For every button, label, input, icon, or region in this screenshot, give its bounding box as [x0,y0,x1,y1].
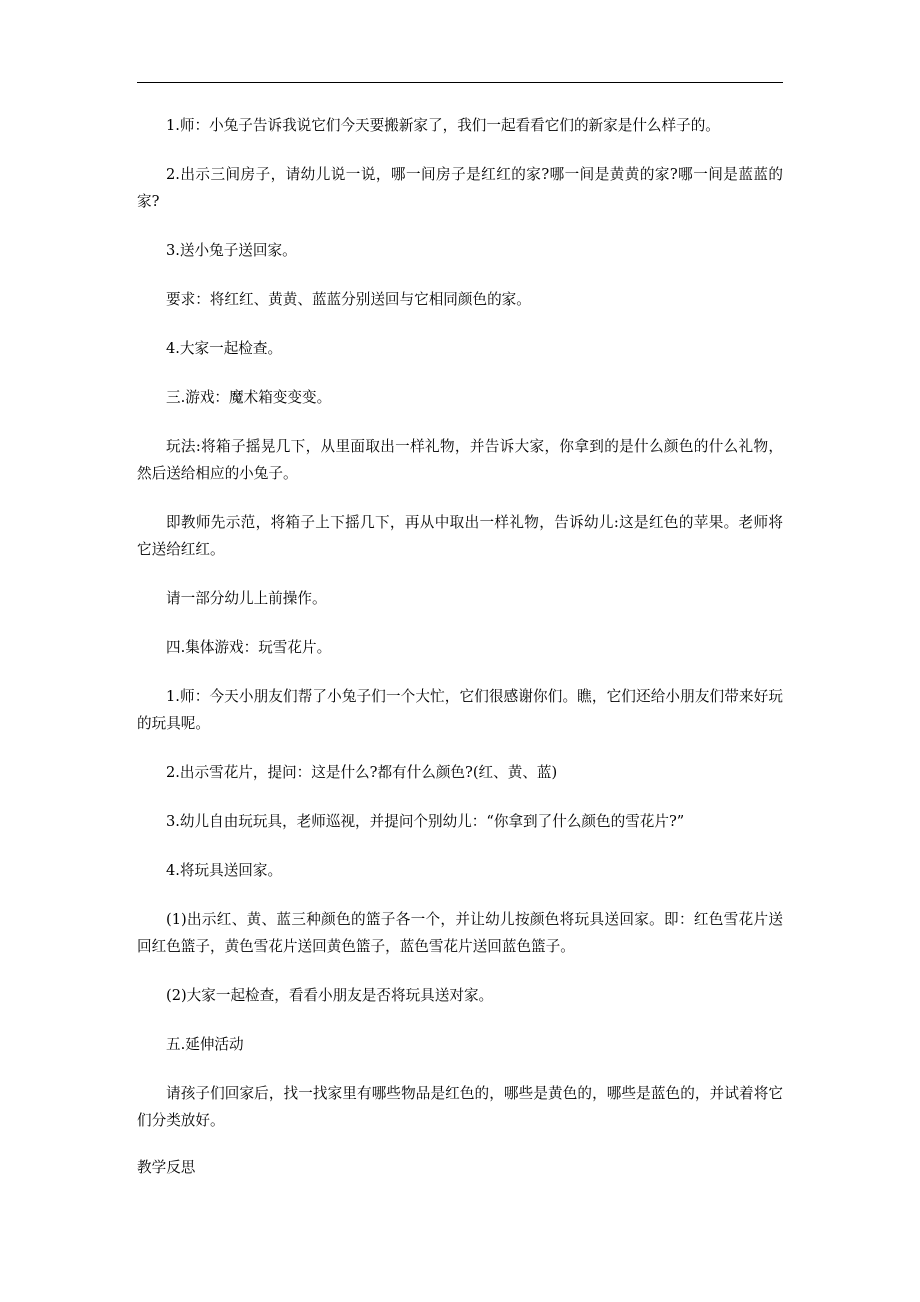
section-heading: 五.延伸活动 [166,1036,244,1053]
paragraph: 要求：将红红、黄黄、蓝蓝分别送回与它相同颜色的家。 [166,291,531,308]
paragraph: 请一部分幼儿上前操作。 [166,590,327,607]
section-heading: 四.集体游戏：玩雪花片。 [166,639,332,656]
paragraph: 3.幼儿自由玩玩具，老师巡视，并提问个别幼儿：“你拿到了什么颜色的雪花片?” [166,813,685,830]
header-rule [137,82,783,83]
paragraph: (1)出示红、黄、蓝三种颜色的篮子各一个，并让幼儿按颜色将玩具送回家。即：红色雪花片送回红色篮子，黄色雪花片送回黄色篮子，蓝色雪花片送回蓝色篮子。 [137,911,783,955]
paragraph: 玩法:将箱子摇晃几下，从里面取出一样礼物，并告诉大家，你拿到的是什么颜色的什么礼物，然后送给相应的小兔子。 [137,438,783,482]
paragraph: 即教师先示范，将箱子上下摇几下，再从中取出一样礼物，告诉幼儿:这是红色的苹果。老师将它送给红红。 [137,514,783,558]
paragraph: 3.送小兔子送回家。 [166,242,297,259]
closing-heading: 教学反思 [137,1159,196,1176]
paragraph: 2.出示雪花片，提问：这是什么?都有什么颜色?(红、黄、蓝) [166,764,558,781]
paragraph: 1.师：今天小朋友们帮了小兔子们一个大忙，它们很感谢你们。瞧，它们还给小朋友们带来好玩的玩具呢。 [137,688,783,732]
paragraph: 2.出示三间房子，请幼儿说一说，哪一间房子是红红的家?哪一间是黄黄的家?哪一间是蓝蓝的家? [137,166,783,210]
paragraph: 1.师：小兔子告诉我说它们今天要搬新家了，我们一起看看它们的新家是什么样子的。 [166,117,720,134]
document-body [137,112,783,1203]
paragraph: 4.大家一起检查。 [166,340,283,357]
paragraph: 请孩子们回家后，找一找家里有哪些物品是红色的，哪些是黄色的，哪些是蓝色的，并试着将它们分类放好。 [137,1085,783,1129]
paragraph: (2)大家一起检查，看看小朋友是否将玩具送对家。 [166,987,494,1004]
paragraph: 4.将玩具送回家。 [166,862,283,879]
section-heading: 三.游戏：魔术箱变变变。 [166,389,332,406]
